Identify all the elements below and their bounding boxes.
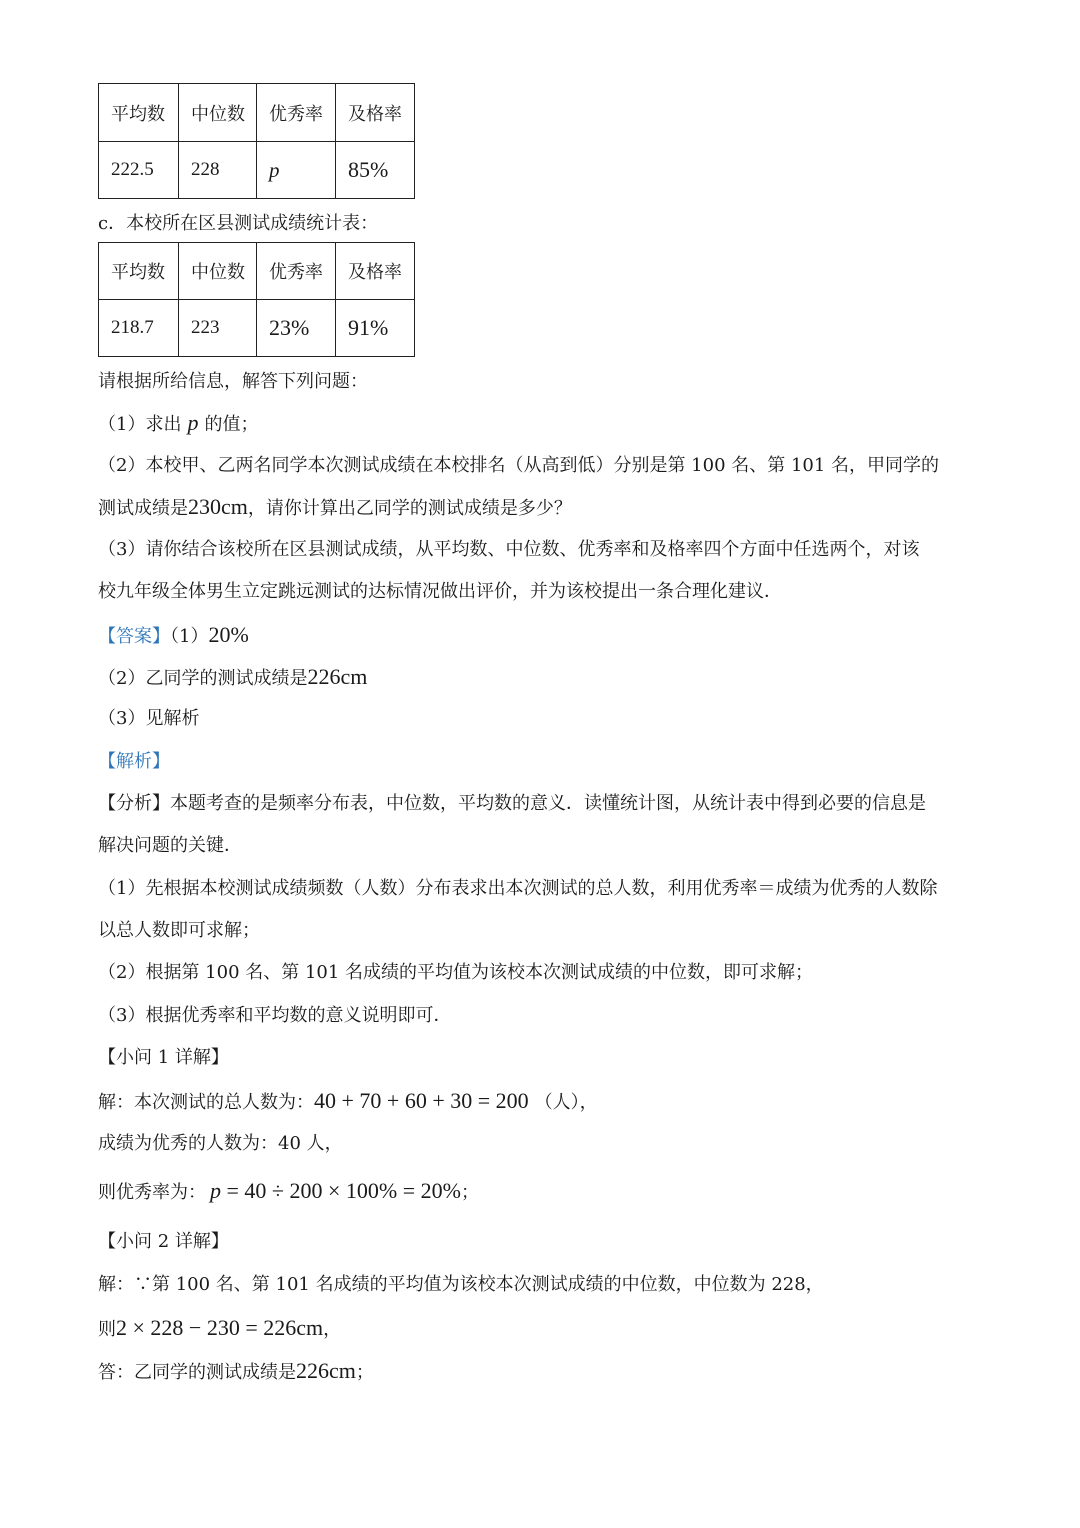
- detail-1-expression: 40 + 70 + 60 + 30 = 200: [314, 1088, 529, 1113]
- question-1-prefix: （1）求出: [98, 414, 182, 435]
- analysis-step-1-line-1: （1）先根据本校测试成绩频数（人数）分布表求出本次测试的总人数，利用优秀率＝成绩为优秀的人数除: [98, 878, 938, 899]
- table-header-cell: 中位数: [179, 243, 257, 300]
- answer-2-value: 226cm: [307, 664, 368, 689]
- question-3-line-1: （3）请你结合该校所在区县测试成绩，从平均数、中位数、优秀率和及格率四个方面中任选两个，对该: [98, 539, 920, 560]
- analysis-tag: 【解析】: [98, 751, 170, 772]
- analysis-step-2: （2）根据第 100 名、第 101 名成绩的平均值为该校本次测试成绩的中位数，即可求解；: [98, 962, 814, 983]
- table-header-cell: 优秀率: [257, 84, 336, 142]
- analysis-step-1-line-2: 以总人数即可求解；: [98, 920, 260, 941]
- detail-1-rate-expression: = 40 ÷ 200 × 100% = 20%: [221, 1178, 461, 1203]
- detail-2-line-3-suffix: ；: [355, 1362, 374, 1383]
- detail-2-line-3: [98, 1359, 374, 1385]
- table-cell: 23%: [257, 300, 336, 357]
- answer-2-prefix: （2）乙同学的测试成绩是: [98, 668, 308, 689]
- table-header-cell: 优秀率: [257, 243, 336, 300]
- detail-2-heading: 【小问 2 详解】: [98, 1231, 229, 1252]
- answer-2: [98, 665, 367, 691]
- question-2-line-1: （2）本校甲、乙两名同学本次测试成绩在本校排名（从高到低）分别是第 100 名、第 101 名，甲同学的: [98, 455, 940, 476]
- table-header-cell: 及格率: [336, 84, 415, 142]
- table-cell: 222.5: [99, 142, 179, 199]
- question-2-line-2: [98, 495, 572, 521]
- detail-2-line-3-prefix: 答：乙同学的测试成绩是: [98, 1362, 296, 1383]
- question-2-suffix: ，请你计算出乙同学的测试成绩是多少？: [247, 498, 572, 519]
- table-header-row: [99, 84, 415, 142]
- detail-2-line-2-prefix: 则: [98, 1319, 116, 1340]
- question-3-line-2: 校九年级全体男生立定跳远测试的达标情况做出评价，并为该校提出一条合理化建议．: [98, 581, 782, 602]
- table-row: [99, 300, 415, 357]
- table-cell: 85%: [336, 142, 415, 199]
- detail-1-line-3: [98, 1179, 479, 1205]
- table-cell: 223: [179, 300, 257, 357]
- table-header-row: [99, 243, 415, 300]
- table-header-cell: 中位数: [179, 84, 257, 142]
- analysis-line-1: 【分析】本题考查的是频率分布表，中位数，平均数的意义．读懂统计图，从统计表中得到必要的信息是: [98, 793, 926, 814]
- district-stats-table: [98, 242, 415, 357]
- detail-1-line-3-suffix: ；: [460, 1182, 479, 1203]
- analysis-step-3: （3）根据优秀率和平均数的意义说明即可．: [98, 1005, 452, 1026]
- answer-1-value: 20%: [208, 622, 249, 647]
- table-header-cell: 平均数: [99, 84, 179, 142]
- table-cell: 228: [179, 142, 257, 199]
- question-intro: 请根据所给信息，解答下列问题：: [98, 371, 368, 392]
- table-cell: p: [257, 142, 336, 199]
- answer-1: [98, 623, 249, 649]
- detail-1-line-1-prefix: 解：本次测试的总人数为：: [98, 1092, 314, 1113]
- detail-2-line-2-suffix: ，: [323, 1319, 342, 1340]
- detail-1-line-3-prefix: 则优秀率为：: [98, 1182, 206, 1203]
- school-stats-table: [98, 83, 415, 199]
- detail-2-value: 226cm: [296, 1358, 356, 1383]
- question-1-variable: p: [187, 410, 199, 435]
- detail-2-line-2: [98, 1316, 341, 1342]
- detail-1-line-2: 成绩为优秀的人数为：40 人，: [98, 1133, 343, 1154]
- analysis-line-2: 解决问题的关键．: [98, 835, 242, 856]
- table-cell: 218.7: [99, 300, 179, 357]
- question-2-prefix: 测试成绩是: [98, 498, 188, 519]
- table-header-cell: 平均数: [99, 243, 179, 300]
- answer-tag: 【答案】: [98, 626, 170, 647]
- table-caption-c: c．本校所在区县测试成绩统计表：: [98, 213, 379, 234]
- detail-2-line-1: 解：∵第 100 名、第 101 名成绩的平均值为该校本次测试成绩的中位数，中位数为 228，: [98, 1274, 824, 1295]
- table-cell: 91%: [336, 300, 415, 357]
- table-header-cell: 及格率: [336, 243, 415, 300]
- detail-1-variable: p: [210, 1178, 221, 1203]
- answer-3: （3）见解析: [98, 708, 200, 729]
- detail-1-heading: 【小问 1 详解】: [98, 1047, 229, 1068]
- detail-1-line-1: [98, 1089, 598, 1115]
- detail-2-expression: 2 × 228 − 230 = 226cm: [116, 1315, 324, 1340]
- question-1: [98, 411, 258, 437]
- question-1-suffix: 的值；: [204, 414, 259, 435]
- answer-1-prefix: （1）: [170, 626, 209, 647]
- table-row: [99, 142, 415, 199]
- question-2-value: 230cm: [188, 494, 248, 519]
- detail-1-line-1-suffix: （人），: [534, 1092, 598, 1113]
